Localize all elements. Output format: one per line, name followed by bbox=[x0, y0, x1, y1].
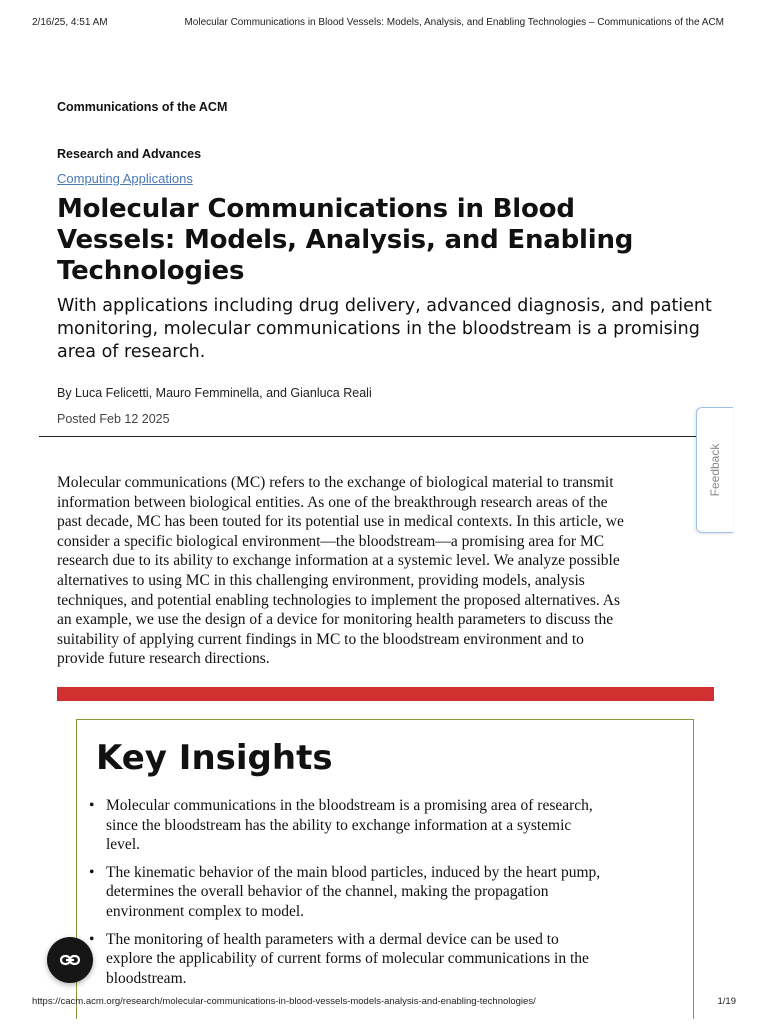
abstract-line: information between biological entities. As one of the breakthrough research areas of the bbox=[57, 493, 608, 511]
insight-line: environment complex to model. bbox=[106, 902, 305, 920]
abstract-line: research due to its ability to exchange information at a systemic level. We analyze possible bbox=[57, 552, 620, 570]
category-link[interactable]: Computing Applications bbox=[57, 171, 193, 186]
abstract-line: Molecular communications (MC) refers to the exchange of biological material to transmit bbox=[57, 474, 614, 491]
abstract-line: past decade, MC has been touted for its potential use in medical contexts. In this article, we bbox=[57, 513, 624, 531]
chat-link-icon bbox=[58, 948, 82, 972]
abstract-line: provide future research directions. bbox=[57, 650, 270, 668]
insight-line: Molecular communications in the bloodstream is a promising area of research, bbox=[106, 797, 593, 814]
insight-line: since the bloodstream has the ability to exchange information at a systemic bbox=[106, 816, 572, 834]
insight-line: bloodstream. bbox=[106, 969, 187, 987]
header-divider bbox=[39, 436, 699, 437]
insight-line: explore the applicability of current forms of molecular communications in the bbox=[106, 950, 589, 968]
bullet-icon: • bbox=[89, 797, 95, 814]
section-label: Research and Advances bbox=[57, 147, 202, 161]
byline: By Luca Felicetti, Mauro Femminella, and Gianluca Reali bbox=[57, 386, 372, 400]
posted-date: Posted Feb 12 2025 bbox=[57, 412, 170, 426]
print-page-number: 1/19 bbox=[717, 996, 736, 1007]
feedback-label: Feedback bbox=[708, 443, 722, 497]
insight-line: level. bbox=[106, 836, 140, 854]
insight-line: The monitoring of health parameters with a dermal device can be used to bbox=[106, 930, 559, 948]
list-item bbox=[87, 796, 687, 855]
bullet-icon: • bbox=[89, 930, 95, 948]
abstract-line: consider a specific biological environment—the bloodstream—a promising area for MC bbox=[57, 532, 605, 550]
print-footer bbox=[32, 996, 736, 1007]
key-insights-title: Key Insights bbox=[96, 738, 333, 778]
chat-button[interactable] bbox=[47, 937, 93, 983]
insight-line: determines the overall behavior of the channel, making the propagation bbox=[106, 883, 549, 901]
article-title: Molecular Communications in Blood Vessels: Models, Analysis, and Enabling Technologies bbox=[57, 194, 634, 286]
bullet-icon: • bbox=[89, 863, 95, 881]
insight-line: The kinematic behavior of the main blood particles, induced by the heart pump, bbox=[106, 863, 601, 881]
article-subtitle: With applications including drug delivery, advanced diagnosis, and patient monitoring, molecular communications in the bloodstream is a promising area of research. bbox=[57, 296, 712, 362]
abstract-line: an example, we use the design of a device for monitoring health parameters to discuss the bbox=[57, 611, 614, 629]
print-url: https://cacm.acm.org/research/molecular-communications-in-blood-vessels-models-analysis-and-enabling-technologies/ bbox=[32, 996, 536, 1007]
article-abstract bbox=[57, 473, 697, 669]
print-page-title: Molecular Communications in Blood Vessels: Models, Analysis, and Enabling Technologies – Communications of the ACM bbox=[184, 17, 724, 28]
list-item bbox=[87, 930, 687, 989]
list-item bbox=[87, 863, 687, 922]
abstract-line: techniques, and potential enabling technologies to implement the proposed alternatives. As bbox=[57, 591, 621, 609]
site-name[interactable]: Communications of the ACM bbox=[57, 100, 228, 114]
key-insights-list bbox=[87, 796, 687, 996]
print-header bbox=[32, 17, 724, 28]
abstract-line: alternatives to using MC in this challenging environment, providing models, analysis bbox=[57, 571, 585, 589]
print-datetime: 2/16/25, 4:51 AM bbox=[32, 17, 108, 28]
abstract-line: suitability of applying current findings in MC to the bloodstream environment and to bbox=[57, 630, 584, 648]
feedback-tab[interactable] bbox=[696, 407, 733, 533]
accent-bar bbox=[57, 687, 714, 701]
